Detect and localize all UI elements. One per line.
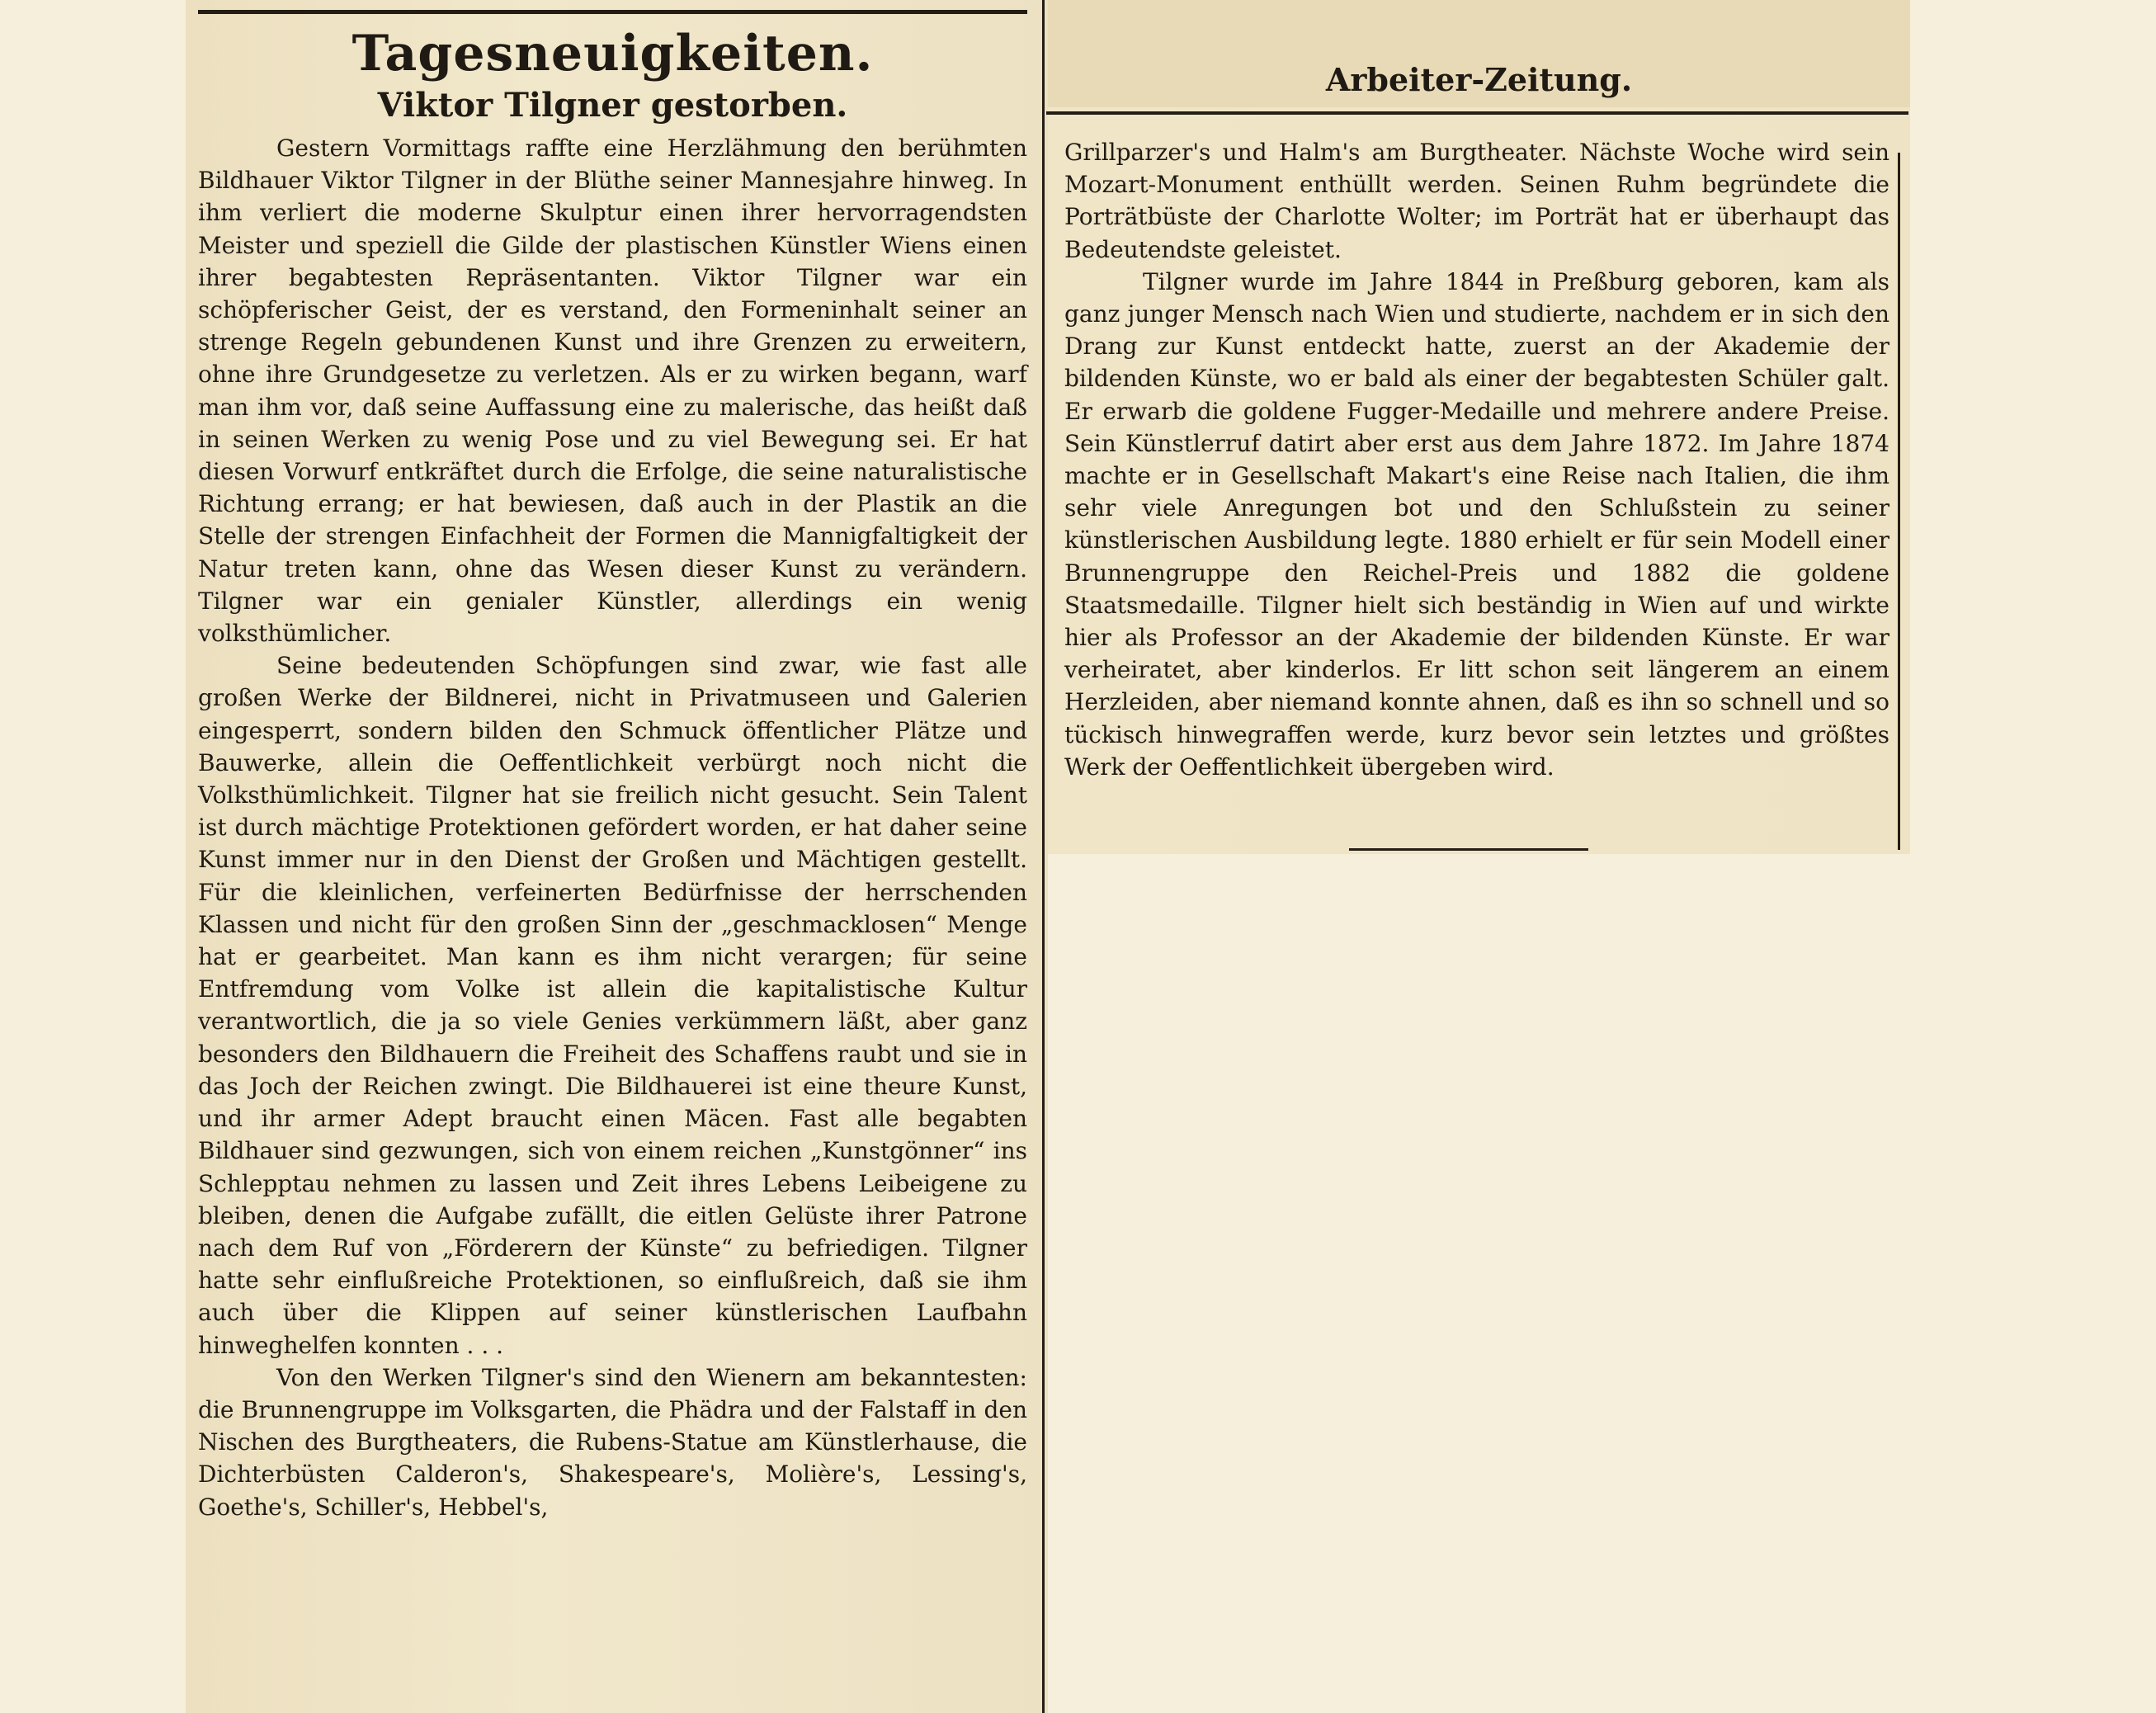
- paragraph: Seine bedeutenden Schöpfungen sind zwar, wie fast alle großen Werke der Bildnerei, nicht in Privatmuseen und Galerien eingesperrt, sondern bilden den Schmuck öffentlicher Plätze und Bauwerke, allein die Oeffentlichkeit verbürgt noch nicht die Volksthümlichkeit. Tilgner hat sie freilich nicht gesucht. Sein Talent ist durch mächtige Protektionen gefördert worden, er hat daher seine Kunst immer nur in den Dienst der Großen und Mächtigen gestellt. Für die kleinlichen, verfeinerten Bedürfnisse der herrschenden Klassen und nicht für den großen Sinn der „geschmacklosen“ Menge hat er gearbeitet. Man kann es ihm nicht verargen; für seine Entfremdung vom Volke ist allein die kapitalistische Kultur verantwortlich, die ja so viele Genies verkümmern läßt, aber ganz besonders den Bildhauern die Freiheit des Schaffens raubt und sie in das Joch der Reichen zwingt. Die Bildhauerei ist eine theure Kunst, und ihr armer Adept braucht einen Mäcen. Fast alle begabten Bildhauer sind gezwungen, sich von einem reichen „Kunstgönner“ ins Schlepptau nehmen zu lassen und Zeit ihres Lebens Leibeigene zu bleiben, denen die Aufgabe zufällt, die eitlen Gelüste ihrer Patrone nach dem Ruf von „Förderern der Künste“ zu befriedigen. Tilgner hatte sehr einflußreiche Protektionen, so einflußreich, daß sie ihm auch über die Klippen auf seiner künstlerischen Laufbahn hinweghelfen konnten . . .: [198, 652, 1027, 1359]
- article-end-rule: [1349, 848, 1588, 851]
- left-text-column: [198, 132, 1027, 1523]
- paragraph: Von den Werken Tilgner's sind den Wienern am bekanntesten: die Brunnengruppe im Volksgarten, die Phädra und der Falstaff in den Nischen des Burgtheaters, die Rubens-Statue am Künstlerhause, die Dichterbüsten Calderon's, Shakespeare's, Molière's, Lessing's, Goethe's, Schiller's, Hebbel's,: [198, 1363, 1027, 1521]
- section-title: Tagesneuigkeiten.: [351, 25, 874, 83]
- paragraph: Grillparzer's und Halm's am Burgtheater. Nächste Woche wird sein Mozart-Monument enthüllt werden. Seinen Ruhm begründete die Porträtbüste der Charlotte Wolter; im Porträt hat er überhaupt das Bedeutendste geleistet.: [1064, 139, 1889, 263]
- top-rule: [198, 10, 1027, 14]
- right-column-rule: [1898, 153, 1900, 850]
- masthead-rule: [1046, 111, 1908, 115]
- article-title: Viktor Tilgner gestorben.: [377, 86, 848, 125]
- column-divider: [1042, 0, 1045, 1713]
- paragraph: Gestern Vormittags raffte eine Herzlähmung den berühmten Bildhauer Viktor Tilgner in der Blüthe seiner Mannesjahre hinweg. In ihm verliert die moderne Skulptur einen ihrer hervorragendsten Meister und speziell die Gilde der plastischen Künstler Wiens einen ihrer begabtesten Repräsentanten. Viktor Tilgner war ein schöpferischer Geist, der es verstand, den Formeninhalt seiner an strenge Regeln gebundenen Kunst und ihre Grenzen zu erweitern, ohne ihre Grundgesetze zu verletzen. Als er zu wirken begann, warf man ihm vor, daß seine Auffassung eine zu malerische, das heißt daß in seinen Werken zu wenig Pose und zu viel Bewegung sei. Er hat diesen Vorwurf entkräftet durch die Erfolge, die seine naturalistische Richtung errang; er hat bewiesen, daß auch in der Plastik an die Stelle der strengen Einfachheit der Formen die Mannigfaltigkeit der Natur treten kann, ohne das Wesen dieser Kunst zu verändern. Tilgner war ein genialer Künstler, allerdings ein wenig volksthümlicher.: [198, 134, 1027, 648]
- paragraph: Tilgner wurde im Jahre 1844 in Preßburg geboren, kam als ganz junger Mensch nach Wien und studierte, nachdem er in sich den Drang zur Kunst entdeckt hatte, zuerst an der Akademie der bildenden Künste, wo er bald als einer der begabtesten Schüler galt. Er erwarb die goldene Fugger-Medaille und mehrere andere Preise. Sein Künstlerruf datirt aber erst aus dem Jahre 1872. Im Jahre 1874 machte er in Gesellschaft Makart's eine Reise nach Italien, die ihm sehr viele Anregungen bot und den Schlußstein zu seiner künstlerischen Ausbildung legte. 1880 erhielt er für sein Modell einer Brunnengruppe den Reichel-Preis und 1882 die goldene Staatsmedaille. Tilgner hielt sich beständig in Wien auf und wirkte hier als Professor an der Akademie der bildenden Künste. Er war verheiratet, aber kinderlos. Er litt schon seit längerem an einem Herzleiden, aber niemand konnte ahnen, daß es ihn so schnell und so tückisch hinwegraffen werde, kurz bevor sein letztes und größtes Werk der Oeffentlichkeit übergeben wird.: [1064, 267, 1889, 781]
- right-text-column: [1064, 136, 1889, 783]
- newspaper-name: Arbeiter-Zeitung.: [1325, 61, 1633, 98]
